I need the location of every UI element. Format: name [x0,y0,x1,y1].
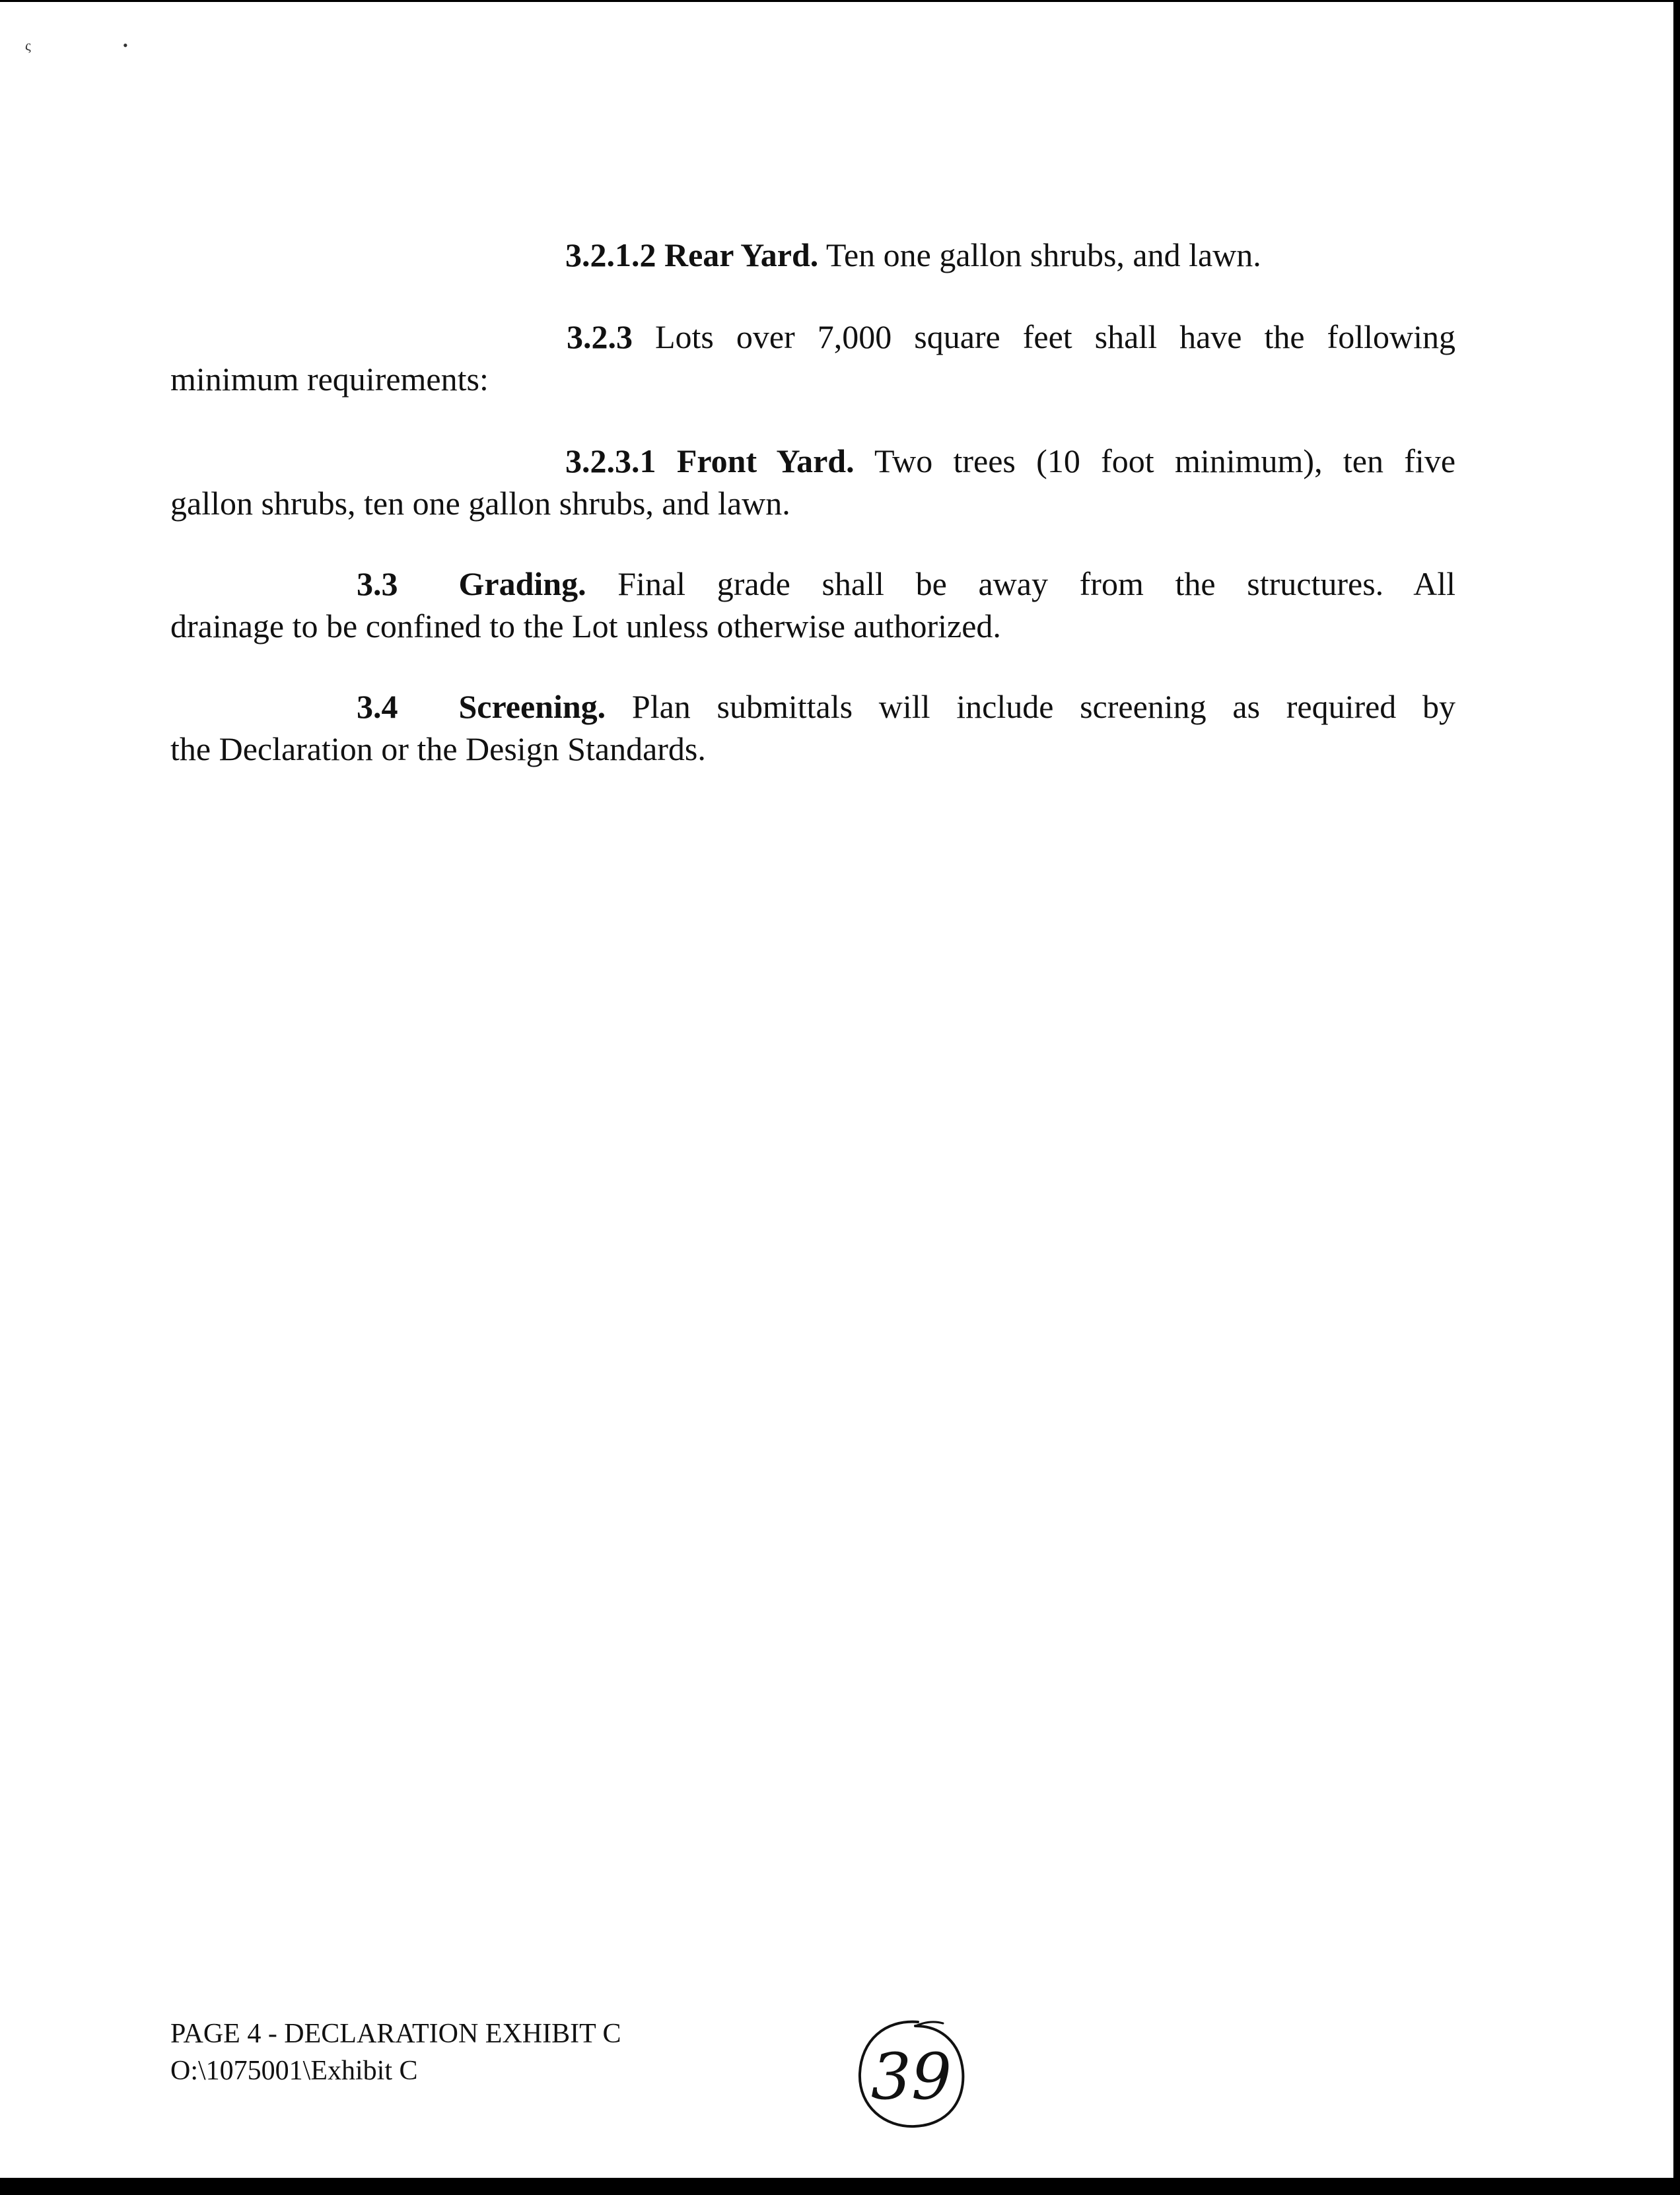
section-3-3 [170,563,1455,647]
section-text-line2: drainage to be confined to the Lot unless otherwise authorized. [170,608,1001,645]
section-text-line1: Lots over 7,000 square feet shall have the following [655,318,1455,355]
scan-speck: ς [25,37,31,53]
section-text-line1: Two trees (10 foot minimum), ten five [874,442,1456,479]
section-number: 3.3 [357,565,398,602]
section-3-2-3-1 [170,440,1455,524]
page-footer [170,2015,621,2089]
scan-speck: • [123,37,128,53]
section-text: Ten one gallon shrubs, and lawn. [825,236,1261,273]
section-heading: Front Yard. [676,442,855,479]
section-text-line1: Final grade shall be away from the structures. All [617,565,1455,602]
footer-file-path: O:\1075001\Exhibit C [170,2056,418,2086]
section-3-2-1-2 [170,234,1455,276]
section-heading: Rear Yard. [664,236,819,273]
section-heading: Screening. [458,688,606,725]
section-heading: Grading. [458,565,586,602]
section-text-line2: the Declaration or the Design Standards. [170,730,706,767]
section-3-2-3 [170,316,1455,400]
section-number: 3.4 [357,688,398,725]
footer-page-label: PAGE 4 - DECLARATION EXHIBIT C [170,2019,621,2049]
handwritten-page-number: 39 [870,2040,952,2114]
section-text-line2: minimum requirements: [170,361,489,398]
section-number: 3.2.1.2 [565,236,656,273]
section-number: 3.2.3.1 [565,442,656,479]
handwritten-page-number-stamp [852,2014,971,2133]
section-number: 3.2.3 [567,318,633,355]
section-text-line1: Plan submittals will include screening as required by [631,688,1455,725]
section-3-4 [170,685,1455,770]
section-text-line2: gallon shrubs, ten one gallon shrubs, and lawn. [170,485,790,522]
